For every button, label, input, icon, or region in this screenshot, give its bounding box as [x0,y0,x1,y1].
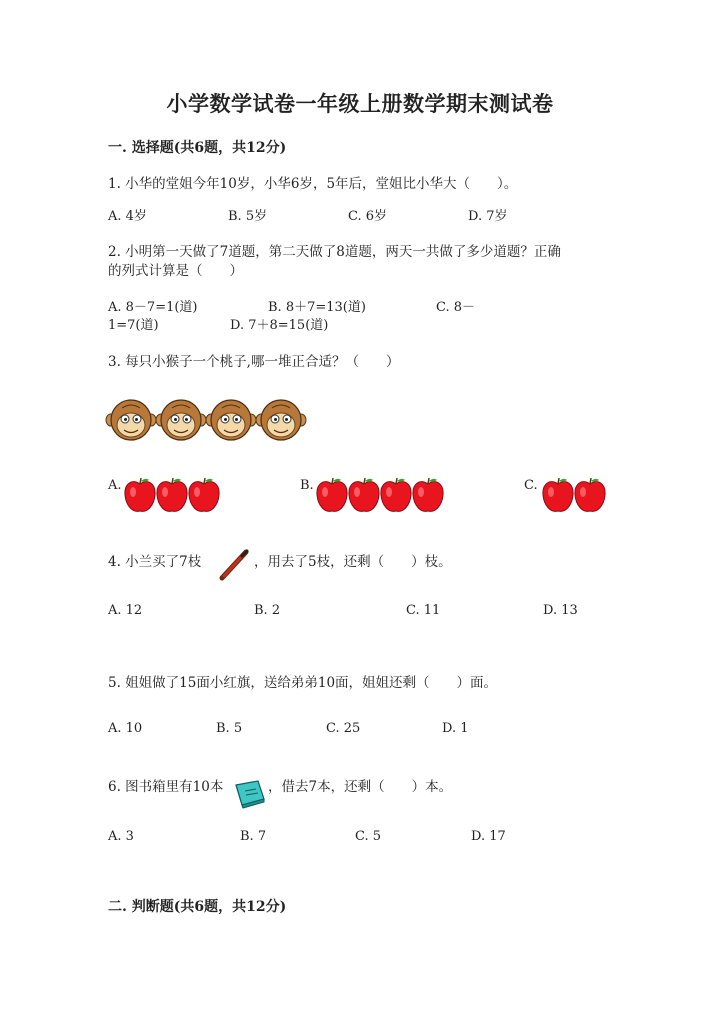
q5-option-d[interactable]: D. 1 [442,721,469,736]
q1-option-b[interactable]: B. 5岁 [228,209,268,224]
pen-icon [218,548,252,582]
q6-option-d[interactable]: D. 17 [471,829,506,844]
question-2-text-line1: 2. 小明第一天做了7道题，第二天做了8道题，两天一共做了多少道题？正确 [108,244,561,260]
q5-option-b[interactable]: B. 5 [216,721,243,736]
question-3-text: 3. 每只小猴子一个桃子,哪一堆正合适？（ ） [108,354,400,370]
monkey-icon [106,400,156,440]
question-1-text: 1. 小华的堂姐今年10岁，小华6岁，5年后，堂姐比小华大（ ）。 [108,176,518,192]
q1-option-d[interactable]: D. 7岁 [468,209,508,224]
q2-option-a[interactable]: A. 8－7=1(道) [108,300,198,315]
book-icon [234,779,266,809]
apple-icon [349,478,379,511]
q3-option-a-apples[interactable] [122,474,232,514]
apple-icon [413,478,443,511]
q3-option-b-apples[interactable] [314,474,454,514]
q1-option-a[interactable]: A. 4岁 [108,209,147,224]
question-4-text-part1: 4. 小兰买了7枝 [108,554,202,570]
q1-option-c[interactable]: C. 6岁 [348,209,388,224]
q2-option-d[interactable]: D. 7＋8=15(道) [230,318,329,333]
q6-option-c[interactable]: C. 5 [355,829,382,844]
monkey-icon [156,400,206,440]
apple-icon [381,478,411,511]
section-heading-choice: 一. 选择题(共6题，共12分) [108,140,287,156]
section-heading-judgement: 二. 判断题(共6题，共12分) [108,899,287,915]
monkey-icon [256,400,306,440]
q3-option-c[interactable]: C. [524,478,538,493]
q3-option-b[interactable]: B. [300,478,314,493]
apple-icon [125,478,155,511]
monkey-icon [206,400,256,440]
q6-option-a[interactable]: A. 3 [108,829,134,844]
q4-option-d[interactable]: D. 13 [543,603,578,618]
q3-option-c-apples[interactable] [540,474,616,514]
q5-option-c[interactable]: C. 25 [326,721,361,736]
question-4-text-part2: ，用去了5枝，还剩（ ）枝。 [254,554,452,570]
page-title: 小学数学试卷一年级上册数学期末测试卷 [166,91,554,116]
q2-option-c[interactable]: C. 8－ [436,300,476,315]
q3-option-a[interactable]: A. [108,478,122,493]
apple-icon [157,478,187,511]
question-6-text-part1: 6. 图书箱里有10本 [108,779,224,795]
question-5-text: 5. 姐姐做了15面小红旗，送给弟弟10面，姐姐还剩（ ）面。 [108,675,498,691]
q2-option-c-continued[interactable]: 1=7(道) [108,318,159,333]
q4-option-c[interactable]: C. 11 [406,603,441,618]
question-6-text-part2: ，借去7本，还剩（ ）本。 [268,779,453,795]
apple-icon [189,478,219,511]
question-2-text-line2: 的列式计算是（ ） [108,263,243,279]
apple-icon [575,478,605,511]
q6-option-b[interactable]: B. 7 [240,829,267,844]
apple-icon [317,478,347,511]
monkeys-illustration [106,397,306,443]
q4-option-b[interactable]: B. 2 [254,603,281,618]
apple-icon [543,478,573,511]
q2-option-b[interactable]: B. 8＋7=13(道) [268,300,366,315]
q5-option-a[interactable]: A. 10 [108,721,143,736]
q4-option-a[interactable]: A. 12 [108,603,143,618]
